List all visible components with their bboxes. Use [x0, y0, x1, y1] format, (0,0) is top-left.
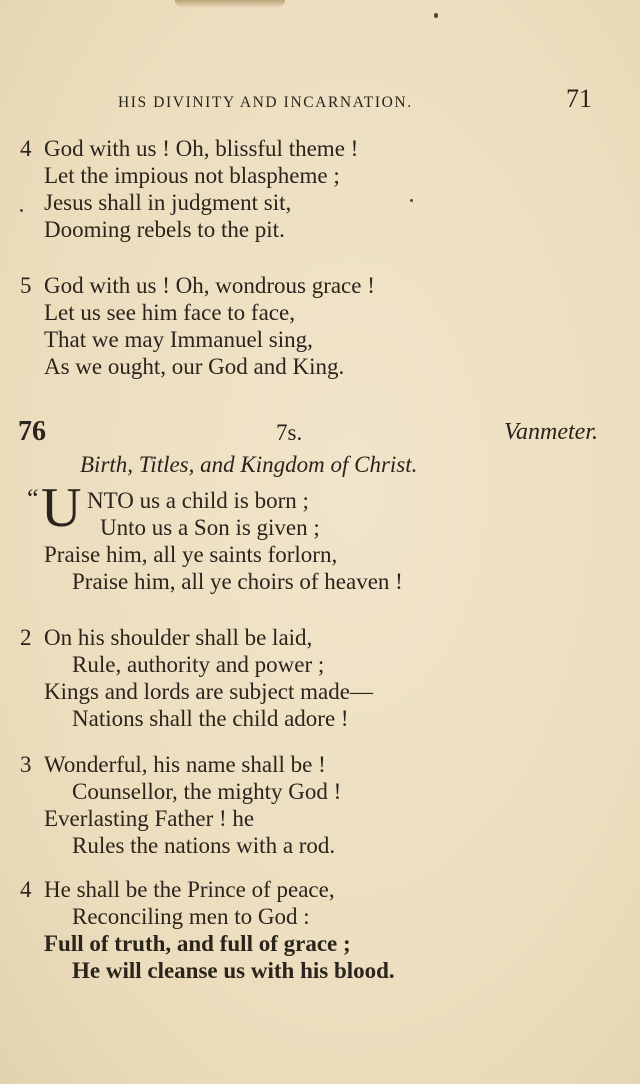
- stanza-line: [20, 751, 620, 778]
- running-header: [118, 84, 598, 118]
- page-number: 71: [566, 84, 592, 113]
- stanza-line: [20, 957, 620, 984]
- verse-line: Let us see him face to face,: [44, 300, 295, 325]
- stanza-line: [20, 189, 620, 216]
- verse-line: NTO us a child is born ;: [87, 488, 309, 513]
- verse-line: God with us ! Oh, blissful theme !: [44, 136, 359, 161]
- stanza-line: [20, 272, 620, 299]
- stanza-number: 5: [20, 273, 32, 298]
- hymn-stanza-1: [20, 487, 620, 595]
- verse-line: Counsellor, the mighty God !: [72, 779, 342, 804]
- hymn-subtitle: Birth, Titles, and Kingdom of Christ.: [80, 452, 418, 477]
- ink-speck: [434, 13, 438, 18]
- verse-line: Full of truth, and full of grace ;: [44, 931, 351, 956]
- verse-line: Reconciling men to God :: [72, 904, 310, 929]
- stanza-line: [20, 514, 620, 541]
- hymn-tune: Vanmeter.: [504, 419, 598, 445]
- stanza-line: [20, 162, 620, 189]
- page-edge-shadow: [175, 0, 285, 8]
- stanza-number: 3: [20, 752, 32, 777]
- stanza-line: [20, 326, 620, 353]
- stanza-line: [20, 705, 620, 732]
- verse-line: Praise him, all ye choirs of heaven !: [72, 569, 403, 594]
- stanza-number: 2: [20, 625, 32, 650]
- verse-line: Rules the nations with a rod.: [72, 833, 336, 858]
- verse-line: That we may Immanuel sing,: [44, 327, 313, 352]
- verse-line: As we ought, our God and King.: [44, 354, 345, 379]
- verse-line: Dooming rebels to the pit.: [44, 217, 285, 242]
- drop-cap: U: [41, 477, 82, 539]
- running-title: HIS DIVINITY AND INCARNATION.: [118, 94, 413, 111]
- prev-stanza-5: [20, 272, 620, 380]
- stanza-line: [20, 624, 620, 651]
- stanza-line: [20, 651, 620, 678]
- verse-line: Everlasting Father ! he: [44, 806, 255, 831]
- stanza-line: [20, 353, 620, 380]
- verse-line: God with us ! Oh, wondrous grace !: [44, 273, 375, 298]
- verse-line: Nations shall the child adore !: [72, 706, 349, 731]
- stanza-line: [20, 778, 620, 805]
- hymn-stanza-3: [20, 751, 620, 859]
- stanza-line: [20, 903, 620, 930]
- stanza-line: [20, 568, 620, 595]
- hymn-stanza-2: [20, 624, 620, 732]
- stanza-line: [20, 216, 620, 243]
- verse-line: Jesus shall in judgment sit,: [44, 190, 292, 215]
- verse-line: Wonderful, his name shall be !: [44, 752, 326, 777]
- hymn-stanza-4: [20, 876, 620, 984]
- verse-line: Kings and lords are subject made—: [44, 679, 373, 704]
- stanza-line: [20, 876, 620, 903]
- stanza-line: [20, 541, 620, 568]
- verse-line: He shall be the Prince of peace,: [44, 877, 335, 902]
- stanza-line: [20, 805, 620, 832]
- stanza-line: [20, 487, 620, 514]
- hymn-number: 76: [18, 416, 46, 447]
- stanza-line: [20, 299, 620, 326]
- open-quote: “: [27, 484, 39, 513]
- verse-line: Praise him, all ye saints forlorn,: [44, 542, 338, 567]
- stanza-line: [20, 135, 620, 162]
- verse-line: Rule, authority and power ;: [72, 652, 325, 677]
- verse-line: Unto us a Son is given ;: [100, 515, 320, 540]
- hymn-heading: [18, 416, 598, 450]
- prev-stanza-4: [20, 135, 620, 243]
- stanza-number: 4: [20, 877, 32, 902]
- verse-line: On his shoulder shall be laid,: [44, 625, 313, 650]
- stanza-line: [20, 930, 620, 957]
- verse-line: He will cleanse us with his blood.: [72, 958, 395, 983]
- verse-line: Let the impious not blaspheme ;: [44, 163, 340, 188]
- stanza-line: [20, 832, 620, 859]
- stanza-line: [20, 678, 620, 705]
- hymn-meter: 7s.: [276, 420, 303, 445]
- stanza-number: 4: [20, 136, 32, 161]
